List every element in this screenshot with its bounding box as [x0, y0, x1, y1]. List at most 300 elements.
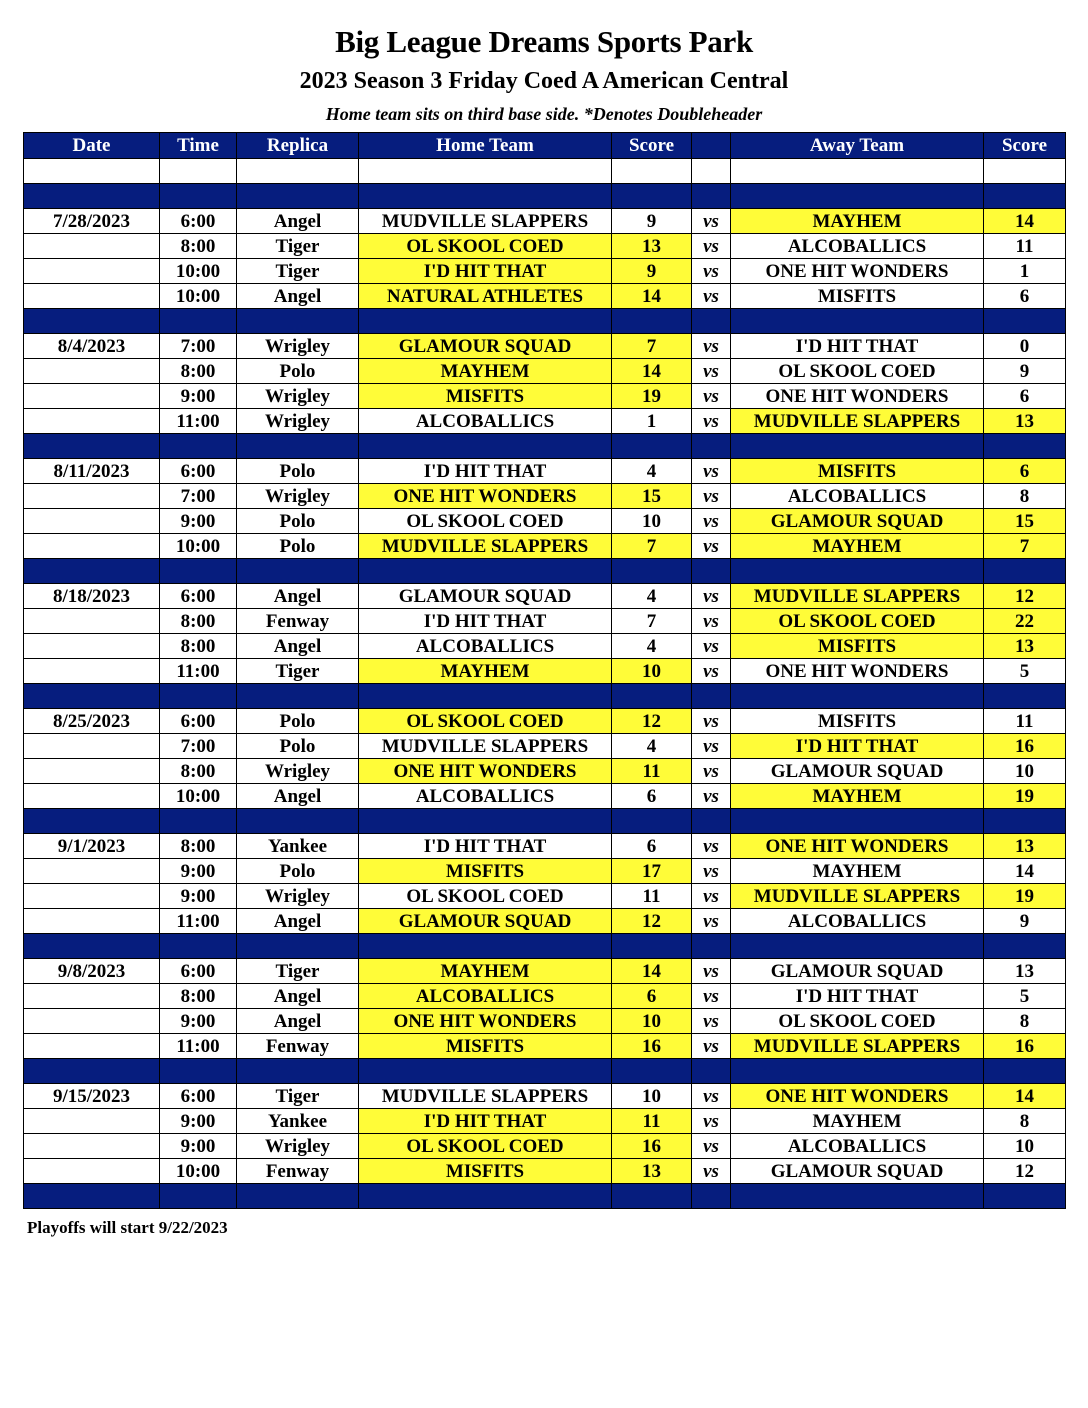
- game-time: 8:00: [160, 609, 237, 634]
- game-replica: Angel: [237, 209, 359, 234]
- home-score: 4: [612, 634, 692, 659]
- header-home-score: Score: [612, 133, 692, 159]
- home-team: OL SKOOL COED: [359, 884, 612, 909]
- game-row: [24, 209, 1066, 234]
- home-team: MUDVILLE SLAPPERS: [359, 734, 612, 759]
- game-time: 9:00: [160, 384, 237, 409]
- home-score: 4: [612, 584, 692, 609]
- game-row: [24, 884, 1066, 909]
- home-team: ONE HIT WONDERS: [359, 484, 612, 509]
- home-team: I'D HIT THAT: [359, 459, 612, 484]
- game-time: 9:00: [160, 1009, 237, 1034]
- game-time: 9:00: [160, 509, 237, 534]
- vs-label: vs: [692, 1034, 731, 1059]
- home-score: 10: [612, 659, 692, 684]
- game-date: [24, 1109, 160, 1134]
- away-team: GLAMOUR SQUAD: [731, 759, 984, 784]
- home-score: 17: [612, 859, 692, 884]
- away-score: 5: [984, 659, 1066, 684]
- away-score: 13: [984, 959, 1066, 984]
- home-score: 14: [612, 359, 692, 384]
- away-team: I'D HIT THAT: [731, 734, 984, 759]
- home-score: 16: [612, 1034, 692, 1059]
- game-time: 9:00: [160, 1134, 237, 1159]
- home-score: 7: [612, 334, 692, 359]
- away-score: 16: [984, 734, 1066, 759]
- game-row: [24, 659, 1066, 684]
- vs-label: vs: [692, 734, 731, 759]
- week-separator: [24, 309, 1066, 334]
- away-team: I'D HIT THAT: [731, 984, 984, 1009]
- game-time: 9:00: [160, 884, 237, 909]
- vs-label: vs: [692, 984, 731, 1009]
- game-date: [24, 384, 160, 409]
- away-team: GLAMOUR SQUAD: [731, 509, 984, 534]
- away-team: ALCOBALLICS: [731, 484, 984, 509]
- game-date: [24, 884, 160, 909]
- home-score: 10: [612, 1009, 692, 1034]
- home-score: 1: [612, 409, 692, 434]
- vs-label: vs: [692, 584, 731, 609]
- away-team: MAYHEM: [731, 1109, 984, 1134]
- away-team: GLAMOUR SQUAD: [731, 1159, 984, 1184]
- game-time: 10:00: [160, 784, 237, 809]
- away-score: 6: [984, 459, 1066, 484]
- vs-label: vs: [692, 259, 731, 284]
- game-replica: Polo: [237, 859, 359, 884]
- vs-label: vs: [692, 884, 731, 909]
- away-score: 22: [984, 609, 1066, 634]
- away-team: MAYHEM: [731, 784, 984, 809]
- home-score: 6: [612, 784, 692, 809]
- away-team: MAYHEM: [731, 534, 984, 559]
- header-time: Time: [160, 133, 237, 159]
- schedule-body: [24, 159, 1066, 1209]
- game-row: [24, 859, 1066, 884]
- home-team: MISFITS: [359, 384, 612, 409]
- away-team: GLAMOUR SQUAD: [731, 959, 984, 984]
- away-team: MISFITS: [731, 634, 984, 659]
- home-team: ONE HIT WONDERS: [359, 759, 612, 784]
- game-time: 11:00: [160, 909, 237, 934]
- game-row: [24, 1084, 1066, 1109]
- game-date: [24, 984, 160, 1009]
- blank-row: [24, 159, 1066, 184]
- vs-label: vs: [692, 859, 731, 884]
- away-team: MISFITS: [731, 709, 984, 734]
- game-row: [24, 834, 1066, 859]
- game-replica: Angel: [237, 909, 359, 934]
- game-time: 8:00: [160, 759, 237, 784]
- game-replica: Wrigley: [237, 384, 359, 409]
- vs-label: vs: [692, 1134, 731, 1159]
- game-replica: Angel: [237, 1009, 359, 1034]
- game-date: 8/4/2023: [24, 334, 160, 359]
- game-time: 7:00: [160, 484, 237, 509]
- away-team: ALCOBALLICS: [731, 909, 984, 934]
- away-score: 13: [984, 409, 1066, 434]
- game-replica: Tiger: [237, 234, 359, 259]
- schedule-note: Home team sits on third base side. *Denotes Doubleheader: [325, 104, 763, 124]
- week-separator: [24, 1184, 1066, 1209]
- game-replica: Fenway: [237, 1159, 359, 1184]
- game-date: [24, 784, 160, 809]
- away-score: 11: [984, 709, 1066, 734]
- away-team: ONE HIT WONDERS: [731, 834, 984, 859]
- week-separator: [24, 559, 1066, 584]
- home-score: 11: [612, 1109, 692, 1134]
- game-date: [24, 1159, 160, 1184]
- game-time: 6:00: [160, 584, 237, 609]
- home-team: ALCOBALLICS: [359, 409, 612, 434]
- game-replica: Polo: [237, 534, 359, 559]
- game-date: 9/8/2023: [24, 959, 160, 984]
- home-score: 10: [612, 509, 692, 534]
- home-score: 14: [612, 284, 692, 309]
- away-team: ONE HIT WONDERS: [731, 384, 984, 409]
- header-vs: [692, 133, 731, 159]
- vs-label: vs: [692, 659, 731, 684]
- game-row: [24, 234, 1066, 259]
- game-date: [24, 359, 160, 384]
- vs-label: vs: [692, 634, 731, 659]
- game-row: [24, 334, 1066, 359]
- home-score: 14: [612, 959, 692, 984]
- home-score: 6: [612, 984, 692, 1009]
- game-date: 8/18/2023: [24, 584, 160, 609]
- header-replica: Replica: [237, 133, 359, 159]
- home-score: 4: [612, 734, 692, 759]
- home-team: ALCOBALLICS: [359, 784, 612, 809]
- page-title: Big League Dreams Sports Park: [335, 24, 753, 59]
- vs-label: vs: [692, 784, 731, 809]
- vs-label: vs: [692, 359, 731, 384]
- away-team: ALCOBALLICS: [731, 234, 984, 259]
- away-score: 1: [984, 259, 1066, 284]
- away-team: MUDVILLE SLAPPERS: [731, 584, 984, 609]
- page-subtitle: 2023 Season 3 Friday Coed A American Central: [299, 68, 789, 94]
- away-score: 6: [984, 284, 1066, 309]
- game-row: [24, 609, 1066, 634]
- game-replica: Tiger: [237, 259, 359, 284]
- away-score: 10: [984, 1134, 1066, 1159]
- home-score: 10: [612, 1084, 692, 1109]
- game-replica: Angel: [237, 634, 359, 659]
- game-time: 10:00: [160, 534, 237, 559]
- game-row: [24, 1009, 1066, 1034]
- game-date: [24, 259, 160, 284]
- game-replica: Fenway: [237, 1034, 359, 1059]
- game-replica: Wrigley: [237, 334, 359, 359]
- home-team: I'D HIT THAT: [359, 1109, 612, 1134]
- game-date: [24, 1034, 160, 1059]
- game-row: [24, 909, 1066, 934]
- game-time: 8:00: [160, 359, 237, 384]
- game-replica: Wrigley: [237, 759, 359, 784]
- header-date: Date: [24, 133, 160, 159]
- home-team: MISFITS: [359, 859, 612, 884]
- away-score: 16: [984, 1034, 1066, 1059]
- home-score: 12: [612, 909, 692, 934]
- vs-label: vs: [692, 1009, 731, 1034]
- home-team: OL SKOOL COED: [359, 1134, 612, 1159]
- game-time: 7:00: [160, 734, 237, 759]
- vs-label: vs: [692, 409, 731, 434]
- game-row: [24, 734, 1066, 759]
- game-date: 7/28/2023: [24, 209, 160, 234]
- game-replica: Polo: [237, 709, 359, 734]
- game-row: [24, 1109, 1066, 1134]
- game-replica: Wrigley: [237, 484, 359, 509]
- home-score: 6: [612, 834, 692, 859]
- game-date: [24, 509, 160, 534]
- game-replica: Angel: [237, 784, 359, 809]
- game-replica: Fenway: [237, 609, 359, 634]
- game-date: 8/25/2023: [24, 709, 160, 734]
- game-time: 9:00: [160, 859, 237, 884]
- header-away-team: Away Team: [731, 133, 984, 159]
- game-time: 8:00: [160, 984, 237, 1009]
- schedule-table: [23, 132, 1066, 1209]
- game-date: [24, 609, 160, 634]
- vs-label: vs: [692, 484, 731, 509]
- game-replica: Angel: [237, 284, 359, 309]
- week-separator: [24, 434, 1066, 459]
- vs-label: vs: [692, 1084, 731, 1109]
- game-row: [24, 409, 1066, 434]
- away-score: 8: [984, 1009, 1066, 1034]
- home-score: 12: [612, 709, 692, 734]
- game-date: [24, 409, 160, 434]
- game-time: 6:00: [160, 709, 237, 734]
- game-time: 8:00: [160, 634, 237, 659]
- game-time: 9:00: [160, 1109, 237, 1134]
- header-home-team: Home Team: [359, 133, 612, 159]
- away-score: 12: [984, 584, 1066, 609]
- game-row: [24, 534, 1066, 559]
- away-team: ONE HIT WONDERS: [731, 1084, 984, 1109]
- game-row: [24, 1134, 1066, 1159]
- away-team: ONE HIT WONDERS: [731, 259, 984, 284]
- vs-label: vs: [692, 384, 731, 409]
- game-time: 7:00: [160, 334, 237, 359]
- home-team: MUDVILLE SLAPPERS: [359, 209, 612, 234]
- away-score: 13: [984, 834, 1066, 859]
- game-row: [24, 509, 1066, 534]
- game-replica: Polo: [237, 509, 359, 534]
- vs-label: vs: [692, 1109, 731, 1134]
- game-time: 11:00: [160, 1034, 237, 1059]
- game-replica: Tiger: [237, 659, 359, 684]
- game-time: 6:00: [160, 959, 237, 984]
- away-team: MAYHEM: [731, 209, 984, 234]
- table-header-row: [24, 133, 1066, 159]
- game-time: 10:00: [160, 259, 237, 284]
- away-score: 5: [984, 984, 1066, 1009]
- home-team: I'D HIT THAT: [359, 834, 612, 859]
- game-row: [24, 259, 1066, 284]
- home-team: MAYHEM: [359, 959, 612, 984]
- away-score: 8: [984, 484, 1066, 509]
- home-team: MAYHEM: [359, 359, 612, 384]
- game-date: 8/11/2023: [24, 459, 160, 484]
- home-team: GLAMOUR SQUAD: [359, 584, 612, 609]
- vs-label: vs: [692, 909, 731, 934]
- away-score: 19: [984, 884, 1066, 909]
- game-date: [24, 534, 160, 559]
- away-score: 14: [984, 209, 1066, 234]
- home-team: ALCOBALLICS: [359, 984, 612, 1009]
- vs-label: vs: [692, 459, 731, 484]
- game-date: [24, 634, 160, 659]
- game-time: 11:00: [160, 659, 237, 684]
- game-date: [24, 734, 160, 759]
- vs-label: vs: [692, 234, 731, 259]
- vs-label: vs: [692, 609, 731, 634]
- away-team: ONE HIT WONDERS: [731, 659, 984, 684]
- away-score: 13: [984, 634, 1066, 659]
- away-score: 11: [984, 234, 1066, 259]
- game-row: [24, 984, 1066, 1009]
- week-separator: [24, 809, 1066, 834]
- game-date: [24, 234, 160, 259]
- game-date: 9/1/2023: [24, 834, 160, 859]
- home-team: MISFITS: [359, 1034, 612, 1059]
- game-replica: Wrigley: [237, 409, 359, 434]
- away-team: OL SKOOL COED: [731, 1009, 984, 1034]
- home-team: MAYHEM: [359, 659, 612, 684]
- home-score: 9: [612, 259, 692, 284]
- game-row: [24, 634, 1066, 659]
- game-replica: Polo: [237, 734, 359, 759]
- game-row: [24, 359, 1066, 384]
- week-separator: [24, 184, 1066, 209]
- vs-label: vs: [692, 334, 731, 359]
- away-score: 9: [984, 359, 1066, 384]
- away-score: 15: [984, 509, 1066, 534]
- game-row: [24, 284, 1066, 309]
- home-score: 4: [612, 459, 692, 484]
- home-score: 13: [612, 1159, 692, 1184]
- home-team: MUDVILLE SLAPPERS: [359, 534, 612, 559]
- game-time: 8:00: [160, 234, 237, 259]
- home-team: I'D HIT THAT: [359, 259, 612, 284]
- game-row: [24, 709, 1066, 734]
- game-time: 6:00: [160, 209, 237, 234]
- game-row: [24, 459, 1066, 484]
- home-score: 7: [612, 609, 692, 634]
- vs-label: vs: [692, 759, 731, 784]
- away-score: 6: [984, 384, 1066, 409]
- home-score: 19: [612, 384, 692, 409]
- game-replica: Angel: [237, 984, 359, 1009]
- game-replica: Wrigley: [237, 1134, 359, 1159]
- game-time: 6:00: [160, 1084, 237, 1109]
- game-row: [24, 1159, 1066, 1184]
- away-score: 12: [984, 1159, 1066, 1184]
- away-team: MUDVILLE SLAPPERS: [731, 1034, 984, 1059]
- game-replica: Polo: [237, 459, 359, 484]
- away-score: 14: [984, 1084, 1066, 1109]
- game-row: [24, 384, 1066, 409]
- vs-label: vs: [692, 509, 731, 534]
- away-score: 9: [984, 909, 1066, 934]
- game-row: [24, 484, 1066, 509]
- playoffs-note: Playoffs will start 9/22/2023: [27, 1218, 228, 1237]
- vs-label: vs: [692, 534, 731, 559]
- game-replica: Wrigley: [237, 884, 359, 909]
- home-score: 9: [612, 209, 692, 234]
- home-score: 11: [612, 884, 692, 909]
- home-score: 13: [612, 234, 692, 259]
- game-row: [24, 1034, 1066, 1059]
- away-team: MAYHEM: [731, 859, 984, 884]
- game-date: 9/15/2023: [24, 1084, 160, 1109]
- home-team: ALCOBALLICS: [359, 634, 612, 659]
- header-away-score: Score: [984, 133, 1066, 159]
- vs-label: vs: [692, 959, 731, 984]
- home-team: GLAMOUR SQUAD: [359, 909, 612, 934]
- away-score: 10: [984, 759, 1066, 784]
- game-date: [24, 859, 160, 884]
- home-team: GLAMOUR SQUAD: [359, 334, 612, 359]
- away-score: 7: [984, 534, 1066, 559]
- game-replica: Angel: [237, 584, 359, 609]
- game-date: [24, 1134, 160, 1159]
- home-team: I'D HIT THAT: [359, 609, 612, 634]
- game-time: 10:00: [160, 284, 237, 309]
- game-replica: Tiger: [237, 1084, 359, 1109]
- home-score: 16: [612, 1134, 692, 1159]
- away-score: 19: [984, 784, 1066, 809]
- home-team: ONE HIT WONDERS: [359, 1009, 612, 1034]
- home-team: NATURAL ATHLETES: [359, 284, 612, 309]
- away-team: OL SKOOL COED: [731, 609, 984, 634]
- game-time: 8:00: [160, 834, 237, 859]
- game-date: [24, 1009, 160, 1034]
- vs-label: vs: [692, 284, 731, 309]
- away-team: MUDVILLE SLAPPERS: [731, 409, 984, 434]
- game-date: [24, 759, 160, 784]
- away-team: I'D HIT THAT: [731, 334, 984, 359]
- home-team: OL SKOOL COED: [359, 509, 612, 534]
- vs-label: vs: [692, 1159, 731, 1184]
- home-score: 15: [612, 484, 692, 509]
- away-team: MISFITS: [731, 459, 984, 484]
- game-row: [24, 584, 1066, 609]
- away-team: MUDVILLE SLAPPERS: [731, 884, 984, 909]
- game-date: [24, 909, 160, 934]
- week-separator: [24, 684, 1066, 709]
- home-team: OL SKOOL COED: [359, 709, 612, 734]
- game-date: [24, 659, 160, 684]
- home-team: MISFITS: [359, 1159, 612, 1184]
- game-replica: Yankee: [237, 1109, 359, 1134]
- home-score: 11: [612, 759, 692, 784]
- game-date: [24, 284, 160, 309]
- game-time: 10:00: [160, 1159, 237, 1184]
- home-team: OL SKOOL COED: [359, 234, 612, 259]
- vs-label: vs: [692, 834, 731, 859]
- vs-label: vs: [692, 209, 731, 234]
- game-date: [24, 484, 160, 509]
- week-separator: [24, 934, 1066, 959]
- game-row: [24, 784, 1066, 809]
- vs-label: vs: [692, 709, 731, 734]
- week-separator: [24, 1059, 1066, 1084]
- away-team: MISFITS: [731, 284, 984, 309]
- away-score: 8: [984, 1109, 1066, 1134]
